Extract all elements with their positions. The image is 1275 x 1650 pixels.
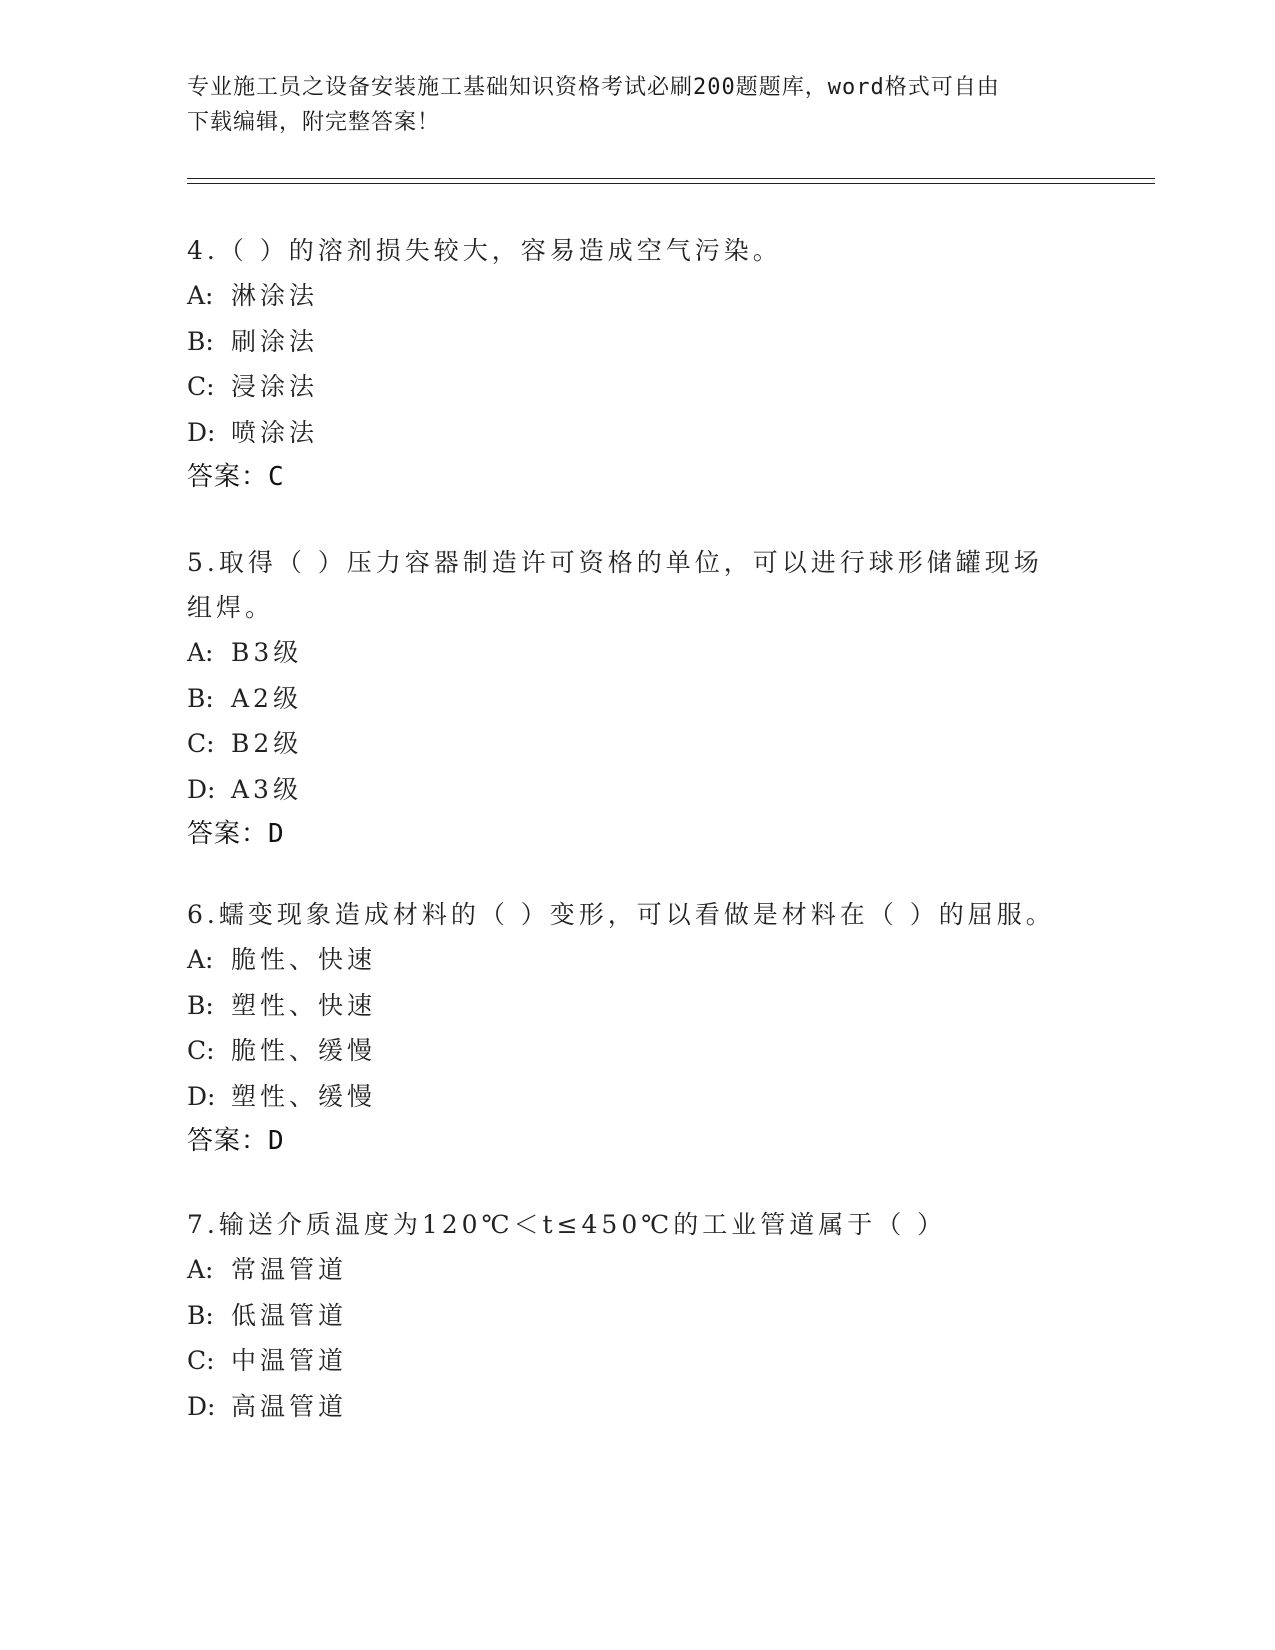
answer-line — [187, 455, 1087, 500]
question-block — [187, 228, 1087, 500]
answer-label: 答案： — [187, 462, 269, 492]
question-block — [187, 1202, 1087, 1429]
option-text: B2级 — [231, 729, 303, 758]
option-text: 喷涂法 — [231, 417, 319, 447]
option-c — [187, 364, 1087, 410]
answer-value: D — [268, 819, 285, 849]
question-block — [187, 892, 1087, 1164]
option-b — [187, 983, 1087, 1029]
option-d — [187, 410, 1087, 456]
document-header — [187, 70, 1067, 140]
option-key: B: — [187, 1300, 214, 1330]
answer-line — [187, 812, 1087, 857]
option-text: 塑性、快速 — [231, 990, 377, 1020]
option-a — [187, 273, 1087, 319]
option-key: A: — [187, 1255, 214, 1284]
option-text: 浸涂法 — [231, 372, 319, 401]
option-key: D: — [187, 1391, 216, 1421]
option-key: B: — [187, 326, 214, 356]
option-text: 脆性、缓慢 — [231, 1036, 377, 1065]
option-key: D: — [187, 417, 216, 447]
option-d — [187, 767, 1087, 813]
option-b — [187, 1293, 1087, 1339]
option-c — [187, 1338, 1087, 1384]
option-text: 脆性、快速 — [231, 945, 377, 974]
answer-label: 答案： — [187, 819, 269, 849]
option-c — [187, 721, 1087, 767]
question-stem: 4.（ ）的溶剂损失较大，容易造成空气污染。 — [187, 236, 782, 265]
option-key: A: — [187, 638, 214, 667]
option-key: B: — [187, 990, 214, 1020]
question-block — [187, 540, 1087, 857]
option-c — [187, 1028, 1087, 1074]
option-a — [187, 630, 1087, 676]
option-key: C: — [187, 729, 215, 758]
option-key: B: — [187, 683, 214, 713]
answer-value: D — [268, 1126, 285, 1156]
header-line-2: 下载编辑，附完整答案！ — [187, 110, 441, 135]
option-b — [187, 676, 1087, 722]
option-key: A: — [187, 281, 214, 310]
option-d — [187, 1384, 1087, 1430]
option-text: A3级 — [231, 774, 302, 804]
option-key: C: — [187, 372, 215, 401]
answer-line — [187, 1119, 1087, 1164]
option-text: B3级 — [231, 638, 303, 667]
option-key: D: — [187, 1081, 216, 1111]
option-d — [187, 1074, 1087, 1120]
question-stem: 7.输送介质温度为120℃＜t≤450℃的工业管道属于（ ） — [187, 1210, 947, 1239]
question-stem: 5.取得（ ）压力容器制造许可资格的单位，可以进行球形储罐现场组焊。 — [187, 548, 1043, 622]
option-text: 中温管道 — [231, 1346, 348, 1375]
option-text: 塑性、缓慢 — [231, 1081, 377, 1111]
option-text: 淋涂法 — [231, 281, 319, 310]
header-line-1: 专业施工员之设备安装施工基础知识资格考试必刷200题题库，word格式可自由 — [187, 75, 1000, 100]
option-a — [187, 937, 1087, 983]
question-stem: 6.蠕变现象造成材料的（ ）变形，可以看做是材料在（ ）的屈服。 — [187, 900, 1055, 929]
option-key: D: — [187, 774, 216, 804]
option-text: 常温管道 — [231, 1255, 348, 1284]
option-b — [187, 319, 1087, 365]
option-text: 低温管道 — [231, 1300, 348, 1330]
option-a — [187, 1247, 1087, 1293]
option-key: A: — [187, 945, 214, 974]
option-key: C: — [187, 1346, 215, 1375]
answer-label: 答案： — [187, 1126, 269, 1156]
option-text: 高温管道 — [231, 1391, 348, 1421]
answer-value: C — [268, 462, 285, 492]
header-divider — [187, 178, 1155, 184]
option-text: 刷涂法 — [231, 326, 319, 356]
option-key: C: — [187, 1036, 215, 1065]
option-text: A2级 — [231, 683, 302, 713]
